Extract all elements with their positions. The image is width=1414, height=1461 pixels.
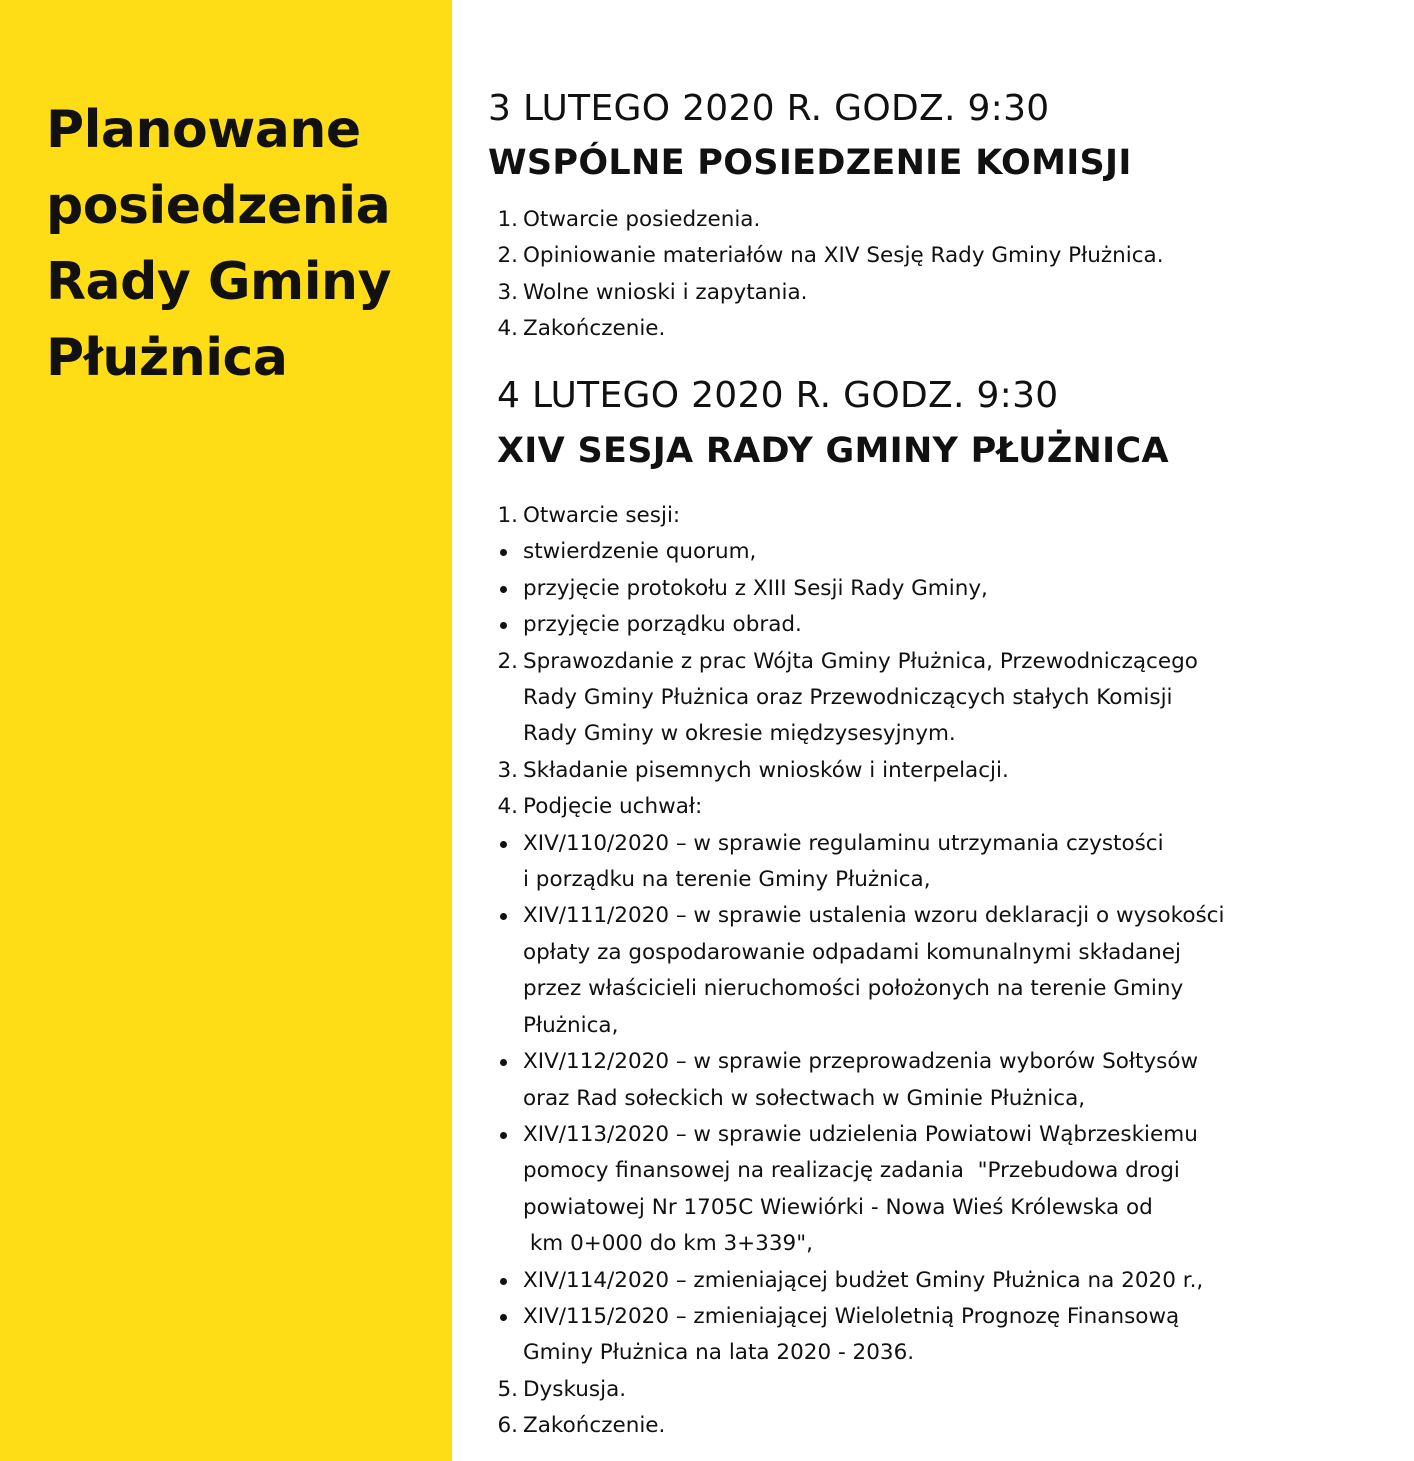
bullet-icon — [500, 1132, 507, 1139]
item-text-line: Opiniowanie materiałów na XIV Sesję Rady Gminy Płużnica. — [523, 243, 1164, 269]
item-text-line: i porządku na terenie Gminy Płużnica, — [523, 867, 931, 893]
agenda-item — [496, 789, 1376, 825]
agenda-subitem — [496, 1044, 1376, 1117]
item-text-line: przyjęcie protokołu z XIII Sesji Rady Gminy, — [523, 575, 988, 601]
agenda-item — [496, 275, 1376, 311]
item-text-line: Składanie pisemnych wniosków i interpelacji. — [523, 757, 1009, 783]
item-text-line: km 0+000 do km 3+339", — [523, 1231, 813, 1257]
agenda-subitem — [496, 826, 1376, 899]
item-text-line: XIV/114/2020 – zmieniającej budżet Gminy Płużnica na 2020 r., — [523, 1267, 1204, 1293]
agenda-item — [496, 1408, 1376, 1444]
agenda-subitem — [496, 1299, 1376, 1372]
item-number: 1. — [497, 503, 518, 528]
item-text-line: XIV/113/2020 – w sprawie udzielenia Powiatowi Wąbrzeskiemu — [523, 1121, 1198, 1147]
item-text-line: XIV/112/2020 – w sprawie przeprowadzenia wyborów Sołtysów — [523, 1049, 1199, 1075]
item-text-line: Zakończenie. — [523, 1413, 666, 1439]
item-text-line: pomocy finansowej na realizację zadania "Przebudowa drogi — [523, 1158, 1180, 1184]
agenda-item — [496, 238, 1376, 274]
item-text-line: Podjęcie uchwał: — [523, 794, 703, 820]
item-text-line: Rady Gminy Płużnica oraz Przewodniczących stałych Komisji — [523, 685, 1173, 711]
item-number: 1. — [497, 207, 518, 232]
item-number: 2. — [497, 243, 518, 269]
bullet-icon — [500, 622, 507, 629]
item-number: 4. — [497, 794, 518, 820]
item-number: 2. — [497, 648, 518, 674]
agenda-item — [496, 498, 1376, 534]
agenda-list — [496, 498, 1376, 1445]
item-text-line: Dyskusja. — [523, 1376, 627, 1402]
bullet-icon — [500, 549, 507, 556]
item-text-line: oraz Rad sołeckich w sołectwach w Gminie Płużnica, — [523, 1085, 1086, 1111]
bullet-icon — [500, 913, 507, 920]
sidebar-title-line: posiedzenia — [46, 176, 391, 236]
item-text-line: przez właścicieli nieruchomości położonych na terenie Gminy — [523, 976, 1184, 1002]
item-text-line: przyjęcie porządku obrad. — [523, 612, 802, 638]
item-number: 6. — [497, 1413, 518, 1439]
event-title: WSPÓLNE POSIEDZENIE KOMISJI — [488, 143, 1132, 183]
item-number: 4. — [497, 316, 518, 342]
item-text-line: Wolne wnioski i zapytania. — [523, 279, 808, 305]
agenda-subitem — [496, 1117, 1376, 1263]
sidebar-title-line: Planowane — [46, 100, 361, 160]
agenda-subitem — [496, 571, 1376, 607]
sidebar-title-line: Płużnica — [46, 328, 288, 388]
agenda-item — [496, 753, 1376, 789]
item-text-line: Otwarcie posiedzenia. — [523, 207, 761, 232]
bullet-icon — [500, 586, 507, 593]
agenda-item — [496, 202, 1376, 238]
agenda-subitem — [496, 607, 1376, 643]
agenda-subitem — [496, 534, 1376, 570]
item-text-line: XIV/111/2020 – w sprawie ustalenia wzoru deklaracji o wysokości — [523, 903, 1225, 929]
item-text-line: Otwarcie sesji: — [523, 503, 681, 528]
item-text-line: XIV/115/2020 – zmieniającej Wieloletnią Prognozę Finansową — [523, 1303, 1180, 1329]
agenda-item — [496, 311, 1376, 347]
item-text-line: Rady Gminy w okresie międzysesyjnym. — [523, 721, 956, 747]
item-text-line: XIV/110/2020 – w sprawie regulaminu utrzymania czystości — [523, 830, 1164, 856]
item-text-line: opłaty za gospodarowanie odpadami komunalnymi składanej — [523, 939, 1182, 965]
bullet-icon — [500, 841, 507, 848]
bullet-icon — [500, 1059, 507, 1066]
agenda-item — [496, 644, 1376, 753]
item-number: 3. — [497, 279, 518, 305]
item-number: 3. — [497, 757, 518, 783]
item-text-line: Zakończenie. — [523, 316, 666, 342]
item-text-line: Płużnica, — [523, 1012, 619, 1038]
agenda-subitem — [496, 898, 1376, 1044]
event-date: 3 LUTEGO 2020 R. GODZ. 9:30 — [488, 88, 1050, 129]
sidebar-title-line: Rady Gminy — [46, 252, 391, 312]
event-title: XIV SESJA RADY GMINY PŁUŻNICA — [497, 431, 1169, 471]
item-text-line: Sprawozdanie z prac Wójta Gminy Płużnica, Przewodniczącego — [523, 648, 1198, 674]
item-text-line: powiatowej Nr 1705C Wiewiórki - Nowa Wieś Królewska od — [523, 1194, 1153, 1220]
agenda-list — [496, 202, 1376, 348]
bullet-icon — [500, 1314, 507, 1321]
item-text-line: stwierdzenie quorum, — [523, 539, 757, 565]
item-text-line: Gminy Płużnica na lata 2020 - 2036. — [523, 1340, 915, 1366]
agenda-subitem — [496, 1263, 1376, 1299]
item-number: 5. — [497, 1376, 518, 1402]
bullet-icon — [500, 1278, 507, 1285]
event-date: 4 LUTEGO 2020 R. GODZ. 9:30 — [497, 375, 1059, 416]
agenda-item — [496, 1372, 1376, 1408]
